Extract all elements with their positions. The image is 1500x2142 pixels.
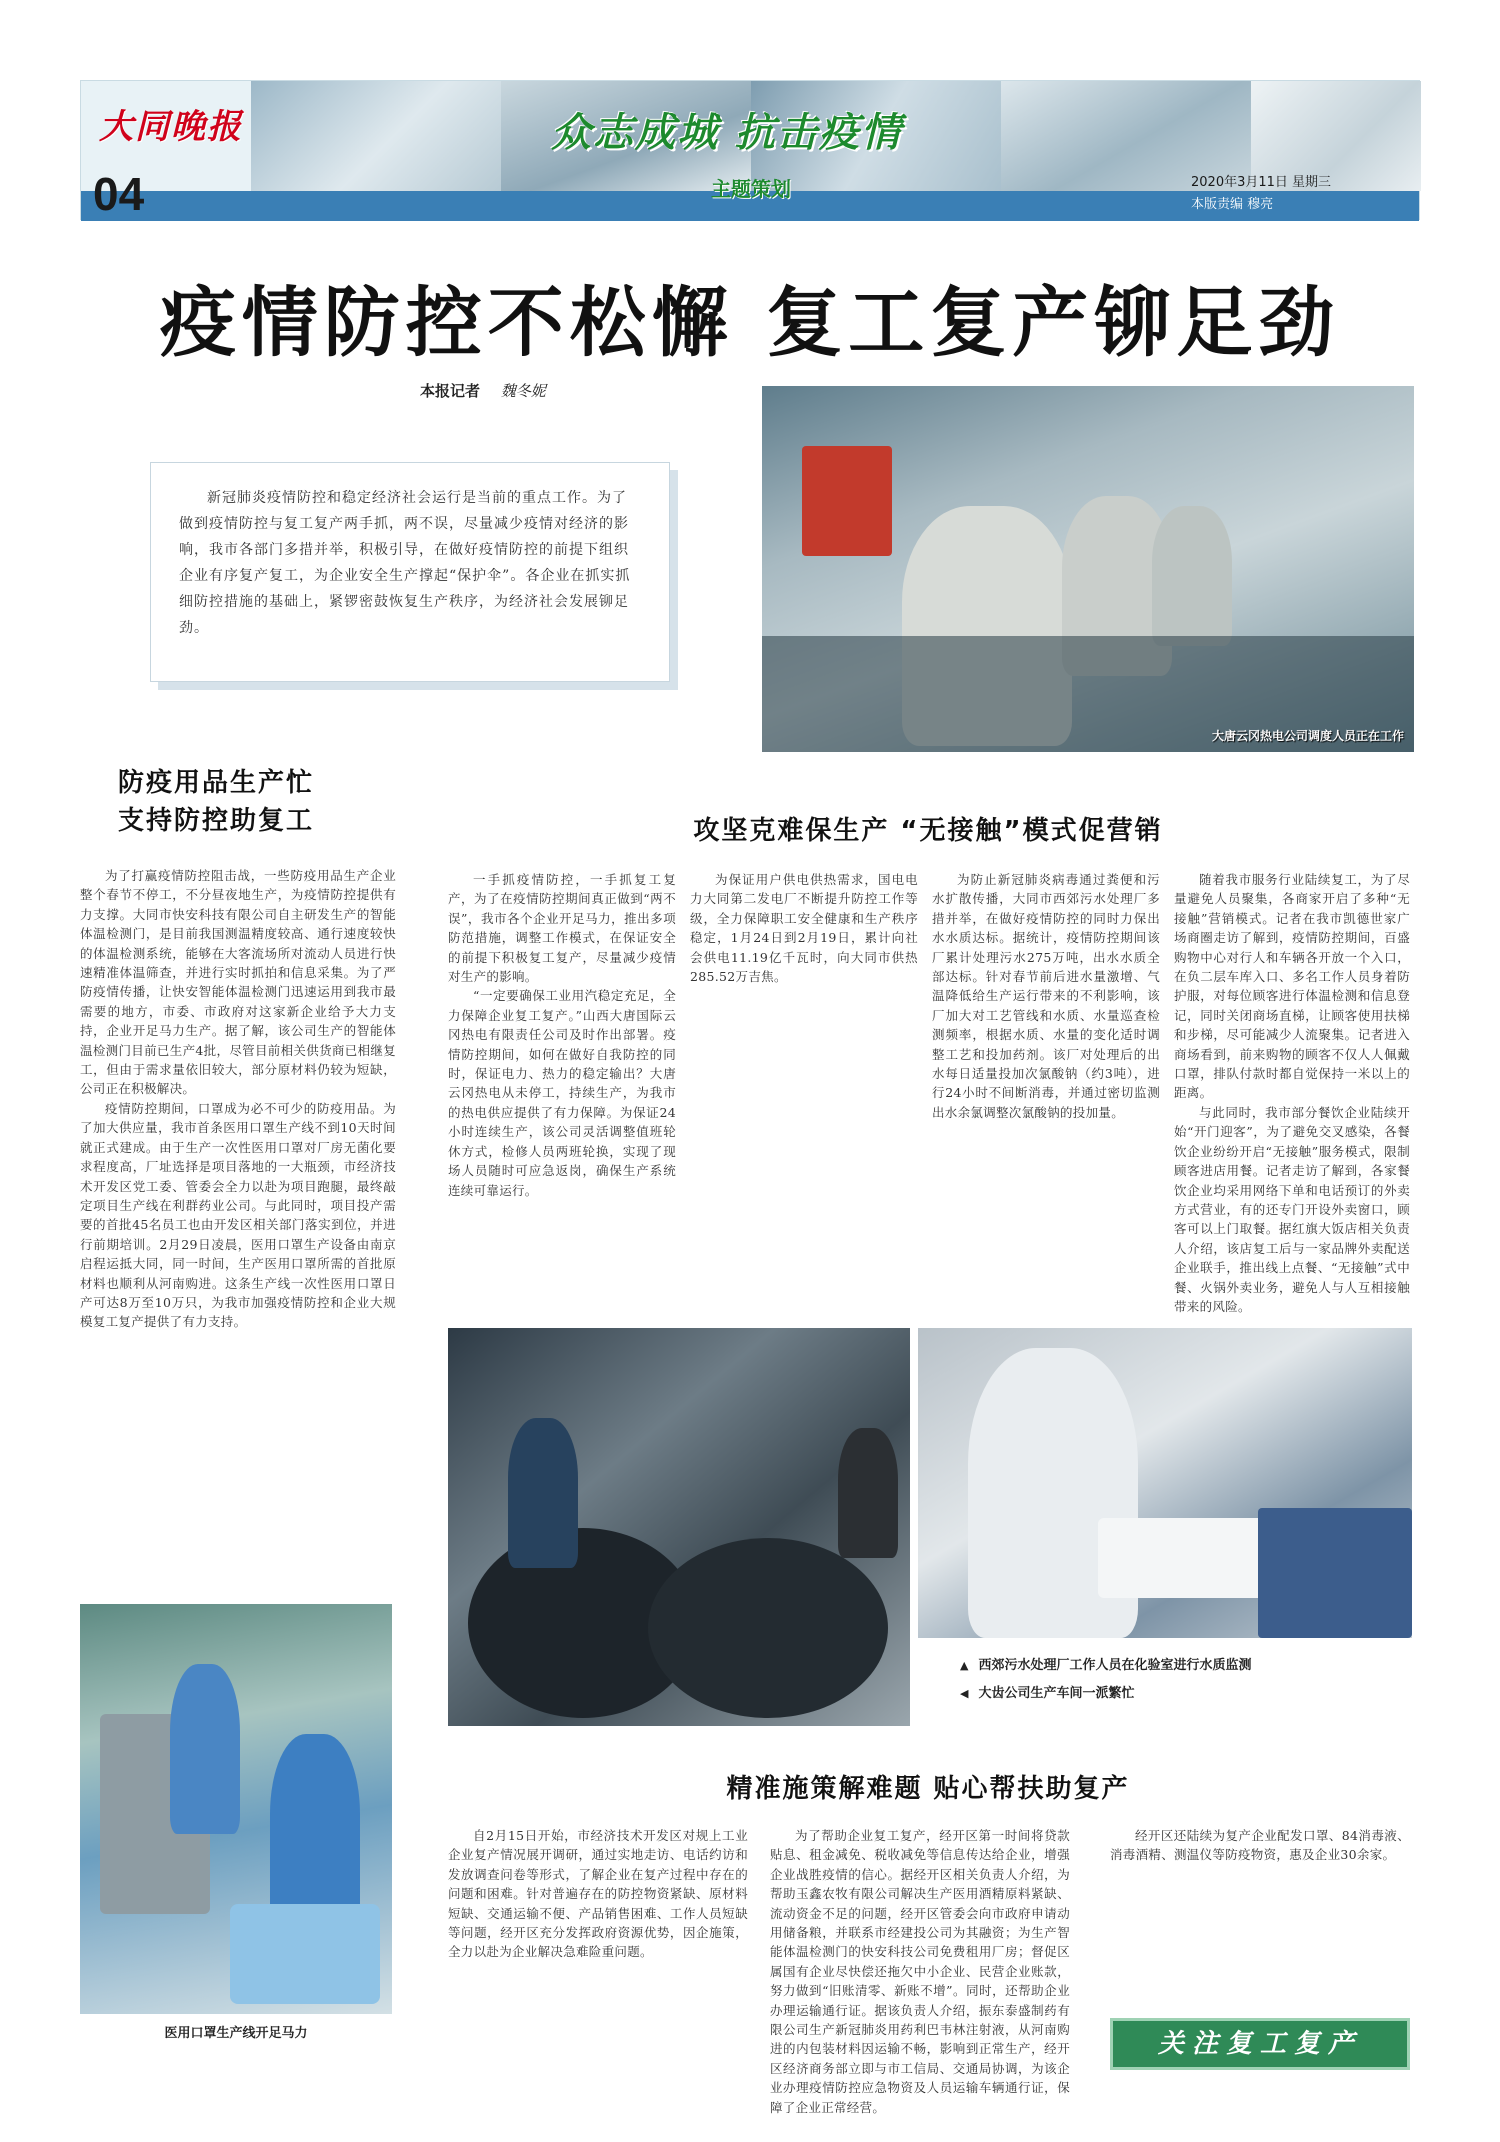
flag-banner <box>802 446 892 556</box>
triangle-left-icon: ◀ <box>960 1687 969 1700</box>
worker-figure <box>838 1428 898 1558</box>
caption-lab-text: 西郊污水处理厂工作人员在化验室进行水质监测 <box>978 1658 1252 1673</box>
byline <box>420 380 546 401</box>
byline-label: 本报记者 <box>420 382 481 400</box>
section1-column <box>80 866 396 1586</box>
lead-box <box>150 462 670 682</box>
mask-bin <box>230 1904 380 2004</box>
caption-mask-line: 医用口罩生产线开足马力 <box>164 2026 308 2041</box>
worker-figure <box>508 1418 578 1568</box>
section2-title: 攻坚克难保生产 “无接触”模式促营销 <box>693 816 1163 846</box>
headline: 疫情防控不松懈 复工复产铆足劲 <box>159 278 1341 367</box>
section2-paragraph: 一手抓疫情防控，一手抓复工复产，为了在疫情防控期间真正做到“两不误”，我市各个企业开足马力，推出多项防范措施，调整工作模式，在保证安全的前提下积极复工复产，尽量减少疫情对生产的影响。 <box>448 872 676 985</box>
section2-paragraph: “一定要确保工业用汽稳定充足，全力保障企业复工复产。”山西大唐国际云冈热电有限责任公司及时作出部署。疫情防控期间，如何在做好自我防控的同时，保证电力、热力的稳定输出？大唐云冈热电从未停工，持续生产，为我市的热电供应提供了有力保障。为保证24小时连续生产，该公司灵活调整值班轮休方式，检修人员两班轮换，实现了现场人员随时可应急返岗，确保生产系统连续可靠运行。 <box>448 988 676 1198</box>
section3-column-1 <box>448 1826 748 2086</box>
section2-column-1 <box>448 870 676 1314</box>
masthead-photo-handwashing <box>251 81 501 191</box>
section2-paragraph: 与此同时，我市部分餐饮企业陆续开始“开门迎客”，为了避免交叉感染，各餐饮企业纷纷开启“无接触”服务模式，限制顾客进店用餐。记者走访了解到，各家餐饮企业均采用网络下单和电话预订的外卖方式营业，有的还专门开设外卖窗口，顾客可以上门取餐。据红旗大饭店相关负责人介绍，该店复工后与一家品牌外卖配送企业联手，推出线上点餐、“无接触”式中餐、火锅外卖业务，避免人与人互相接触带来的风险。 <box>1174 1104 1410 1314</box>
photo-workshop <box>448 1328 910 1726</box>
section2-paragraph: 为保证用户供电供热需求，国电电力大同第二发电厂不断提升防控工作等级，全力保障职工安全健康和生产秩序稳定，1月24日到2月19日，累计向社会供电11.19亿千瓦时，向大同市供热285.52万吉焦。 <box>690 872 918 985</box>
lead-paragraph: 新冠肺炎疫情防控和稳定经济社会运行是当前的重点工作。为了做到疫情防控与复工复产两手抓，两不误，尽量减少疫情对经济的影响，我市各部门多措并举，积极引导，在做好疫情防控的前提下组织企业有序复产复工，为企业安全生产撑起“保护伞”。各企业在抓实抓细防控措施的基础上，紧锣密鼓恢复生产秩序，为经济社会发展铆足劲。 <box>179 490 631 636</box>
section2-column-2 <box>690 870 918 1314</box>
section1-title-line1: 防疫用品生产忙 <box>118 768 315 798</box>
theme-title: 众志成城 抗击疫情 <box>551 109 903 156</box>
caption-workshop <box>960 1682 1134 1701</box>
byline-name: 魏冬妮 <box>500 382 546 400</box>
section1-paragraph: 为了打赢疫情防控阻击战，一些防疫用品生产企业整个春节不停工，不分昼夜地生产，为疫情防控提供有力支撑。大同市快安科技有限公司自主研发生产的智能体温检测门，是目前我国测温精度较高、通行速度较快的体温检测系统，能够在大客流场所对流动人员进行快速精准体温筛查，并进行实时抓拍和信息采集。为了严防疫情传播，让快安智能体温检测门迅速运用到我市最需要的地方，市委、市政府对这家新企业给予大力支持，企业开足马力生产。据了解，该公司生产的智能体温检测门目前已生产4批，尽管目前相关供货商已相继复工，但由于需求量依旧较大，部分原材料仍较为短缺，公司正在积极解决。 <box>80 868 396 1097</box>
caption-workshop-text: 大齿公司生产车间一派繁忙 <box>978 1686 1135 1701</box>
section3-column-3 <box>1110 1826 1410 2006</box>
paper-name: 大同晚报 <box>99 107 243 147</box>
section3-paragraph: 自2月15日开始，市经济技术开发区对规上工业企业复产情况展开调研，通过实地走访、电话约访和发放调查问卷等形式，了解企业在复产过程中存在的问题和困难。针对普遍存在的防控物资紧缺、原材料短缺、交通运输不便、产品销售困难、工作人员短缺等问题，经开区充分发挥政府资源优势，因企施策，全力以赴为企业解决急难险重问题。 <box>448 1828 748 1960</box>
gearbox-machine <box>648 1538 888 1718</box>
photo-caption-control-room: 大唐云冈热电公司调度人员正在工作 <box>1211 729 1404 743</box>
issue-date: 2020年3月11日 星期三 <box>1191 175 1332 190</box>
theme-label: 主题策划 <box>711 177 791 201</box>
caption-lab <box>960 1654 1251 1673</box>
photo-mask-line <box>80 1604 392 2014</box>
section2-paragraph: 为防止新冠肺炎病毒通过粪便和污水扩散传播，大同市西郊污水处理厂多措并举，在做好疫情防控的同时力保出水水质达标。据统计，疫情防控期间该厂累计处理污水275万吨，出水水质全部达标。针对春节前后进水量激增、气温降低给生产运行带来的不利影响，该厂加大对工艺管线和水质、水量巡查检测频率，根据水质、水量的变化适时调整工艺和投加药剂。该厂对处理后的出水每日适量投加次氯酸钠（约3吨），进行24小时不间断消毒，并通过密切监测出水余氯调整次氯酸钠的投加量。 <box>932 872 1160 1120</box>
lab-bench <box>1258 1508 1412 1638</box>
section3-paragraph: 经开区还陆续为复产企业配发口罩、84消毒液、消毒酒精、测温仪等防疫物资，惠及企业30余家。 <box>1110 1828 1410 1863</box>
section1-title-line2: 支持防控助复工 <box>118 806 315 836</box>
photo-lab <box>918 1328 1412 1638</box>
photo-control-room <box>762 386 1414 752</box>
section2-paragraph: 随着我市服务行业陆续复工，为了尽量避免人员聚集，各商家开启了多种“无接触”营销模式。记者在我市凯德世家广场商圈走访了解到，疫情防控期间，百盛购物中心对行人和车辆各开放一个入口，在负二层车库入口、多名工作人员身着防护服，对每位顾客进行体温检测和信息登记，同时关闭商场直梯，让顾客使用扶梯和步梯，尽可能减少人流聚集。记者进入商场看到，前来购物的顾客不仅人人佩戴口罩，排队付款时都自觉保持一米以上的距离。 <box>1174 872 1410 1101</box>
operator-figure <box>1152 506 1232 646</box>
worker-figure <box>170 1664 240 1834</box>
section2-column-4 <box>1174 870 1410 1314</box>
section3-paragraph: 为了帮助企业复工复产，经开区第一时间将贷款贴息、租金减免、税收减免等信息传达给企业，增强企业战胜疫情的信心。据经开区相关负责人介绍，为帮助玉鑫农牧有限公司解决生产医用酒精原料紧缺、流动资金不足的问题，经开区管委会向市政府申请动用储备粮，并联系市经建投公司为其融资；为生产智能体温检测门的快安科技公司免费租用厂房；督促区属国有企业尽快偿还拖欠中小企业、民营企业账款，努力做到“旧账清零、新账不增”。同时，还帮助企业办理运输通行证。据该负责人介绍，振东泰盛制药有限公司生产新冠肺炎用药利巴韦林注射液，从河南购进的内包装材料因运输不畅，影响到正常生产，经开区经济商务部立即与市工信局、交通局协调，为该企业办理疫情防控应急物资及人员运输车辆通行证，保障了企业正常经营。 <box>770 1828 1070 2115</box>
page-editor: 本版责编 穆亮 <box>1191 197 1274 212</box>
masthead <box>80 80 1420 220</box>
page-number: 04 <box>93 168 145 220</box>
triangle-up-icon: ▲ <box>960 1659 969 1672</box>
section3-column-2 <box>770 1826 1070 2115</box>
section3-title: 精准施策解难题 贴心帮扶助复产 <box>726 1774 1130 1804</box>
section1-title <box>118 764 314 840</box>
section2-column-3 <box>932 870 1160 1314</box>
section1-paragraph: 疫情防控期间，口罩成为必不可少的防疫用品。为了加大供应量，我市首条医用口罩生产线不到10天时间就正式建成。由于生产一次性医用口罩对厂房无菌化要求程度高，厂址选择是项目落地的一大瓶颈，市经济技术开发区党工委、管委会全力以赴为项目跑腿，最终敲定项目生产线在利群药业公司。与此同时，项目投产需要的首批45名员工也由开发区相关部门落实到位，并进行前期培训。2月29日凌晨，医用口罩生产设备由南京启程运抵大同，同一时间，生产医用口罩所需的首批原材料也顺利从河南购进。这条生产线一次性医用口罩日产可达8万至10万只，为我市加强疫情防控和企业大规模复工复产提供了有力支持。 <box>80 1100 396 1330</box>
focus-tag: 关注复工复产 <box>1110 2018 1410 2070</box>
